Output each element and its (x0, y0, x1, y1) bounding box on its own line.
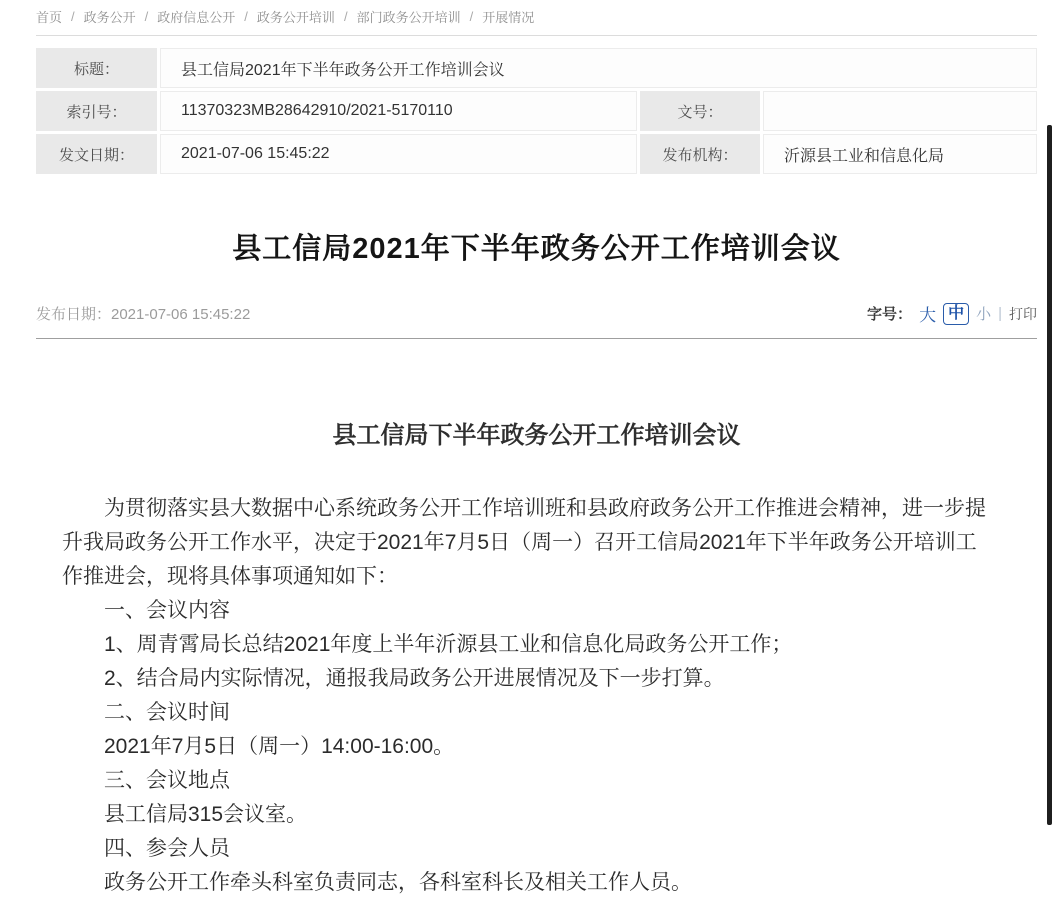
breadcrumb-disclosure-training[interactable]: 政务公开培训 (256, 10, 335, 25)
breadcrumb-separator: / (469, 9, 474, 24)
breadcrumb-separator: / (244, 9, 248, 24)
meta-date-label: 发文日期： (36, 134, 157, 174)
header-divider (36, 338, 1037, 339)
article-paragraph: 政务公开工作牵头科室负责同志，各科室科长及相关工作人员。 (104, 871, 692, 894)
breadcrumb-zhengwugongkai[interactable]: 政务公开 (83, 10, 136, 25)
print-button[interactable]: 打印 (1009, 305, 1037, 322)
meta-date-value: 2021-07-06 15:45:22 (160, 134, 637, 174)
breadcrumb-dept-disclosure-training[interactable]: 部门政务公开培训 (356, 10, 461, 25)
article-paragraph: 2、结合局内实际情况，通报我局政务公开进展情况及下一步打算。 (104, 667, 725, 690)
meta-agency-label: 发布机构： (640, 134, 760, 174)
meta-index-value: 11370323MB28642910/2021-5170110 (160, 91, 637, 131)
article-section-heading: 三、会议地点 (104, 769, 230, 792)
font-size-label: 字号： (867, 306, 913, 323)
font-size-medium-button[interactable]: 中 (943, 303, 969, 325)
article-paragraph: 1、周青霄局长总结2021年度上半年沂源县工业和信息化局政务公开工作； (104, 633, 793, 656)
breadcrumb-gov-info-disclosure[interactable]: 政府信息公开 (157, 10, 236, 25)
publish-date: 发布日期：2021-07-06 15:45:22 (36, 306, 251, 323)
meta-agency-value: 沂源县工业和信息化局 (763, 134, 1037, 174)
article-meta-row (36, 301, 1037, 326)
breadcrumb-divider (36, 35, 1037, 36)
breadcrumb-separator: / (144, 9, 149, 24)
meta-index-label: 索引号： (36, 91, 157, 131)
breadcrumb (36, 0, 1037, 26)
article-body (62, 492, 989, 900)
font-size-controls (867, 301, 1037, 326)
scrollbar-thumb[interactable] (1047, 125, 1052, 825)
breadcrumb-home[interactable]: 首页 (36, 10, 63, 25)
meta-docnum-label: 文号： (640, 91, 760, 131)
font-size-small-button[interactable]: 小 (976, 306, 992, 323)
meta-docnum-value (763, 91, 1037, 131)
meta-title-value: 县工信局2021年下半年政务公开工作培训会议 (160, 48, 1037, 88)
page-title: 县工信局2021年下半年政务公开工作培训会议 (232, 233, 841, 265)
article-section-heading: 四、参会人员 (104, 837, 230, 860)
controls-separator: | (998, 305, 1002, 322)
font-size-large-button[interactable]: 大 (919, 306, 937, 325)
breadcrumb-current-page[interactable]: 开展情况 (482, 10, 535, 25)
article-section-heading: 二、会议时间 (104, 701, 230, 724)
breadcrumb-separator: / (343, 9, 348, 24)
article-heading: 县工信局下半年政务公开工作培训会议 (332, 423, 741, 449)
meta-title-label: 标题： (36, 48, 157, 88)
article-paragraph: 县工信局315会议室。 (104, 803, 308, 826)
article-paragraph: 为贯彻落实县大数据中心系统政务公开工作培训班和县政府政务公开工作推进会精神，进一步提升我局政务公开工作水平，决定于2021年7月5日（周一）召开工信局2021年下半年政务公开培训工作推进会，现将具体事项通知如下： (62, 497, 986, 588)
breadcrumb-separator: / (71, 9, 75, 24)
document-meta-table (36, 48, 1037, 174)
article-section-heading: 一、会议内容 (104, 599, 230, 622)
article-paragraph: 2021年7月5日（周一）14:00-16:00。 (104, 735, 455, 758)
